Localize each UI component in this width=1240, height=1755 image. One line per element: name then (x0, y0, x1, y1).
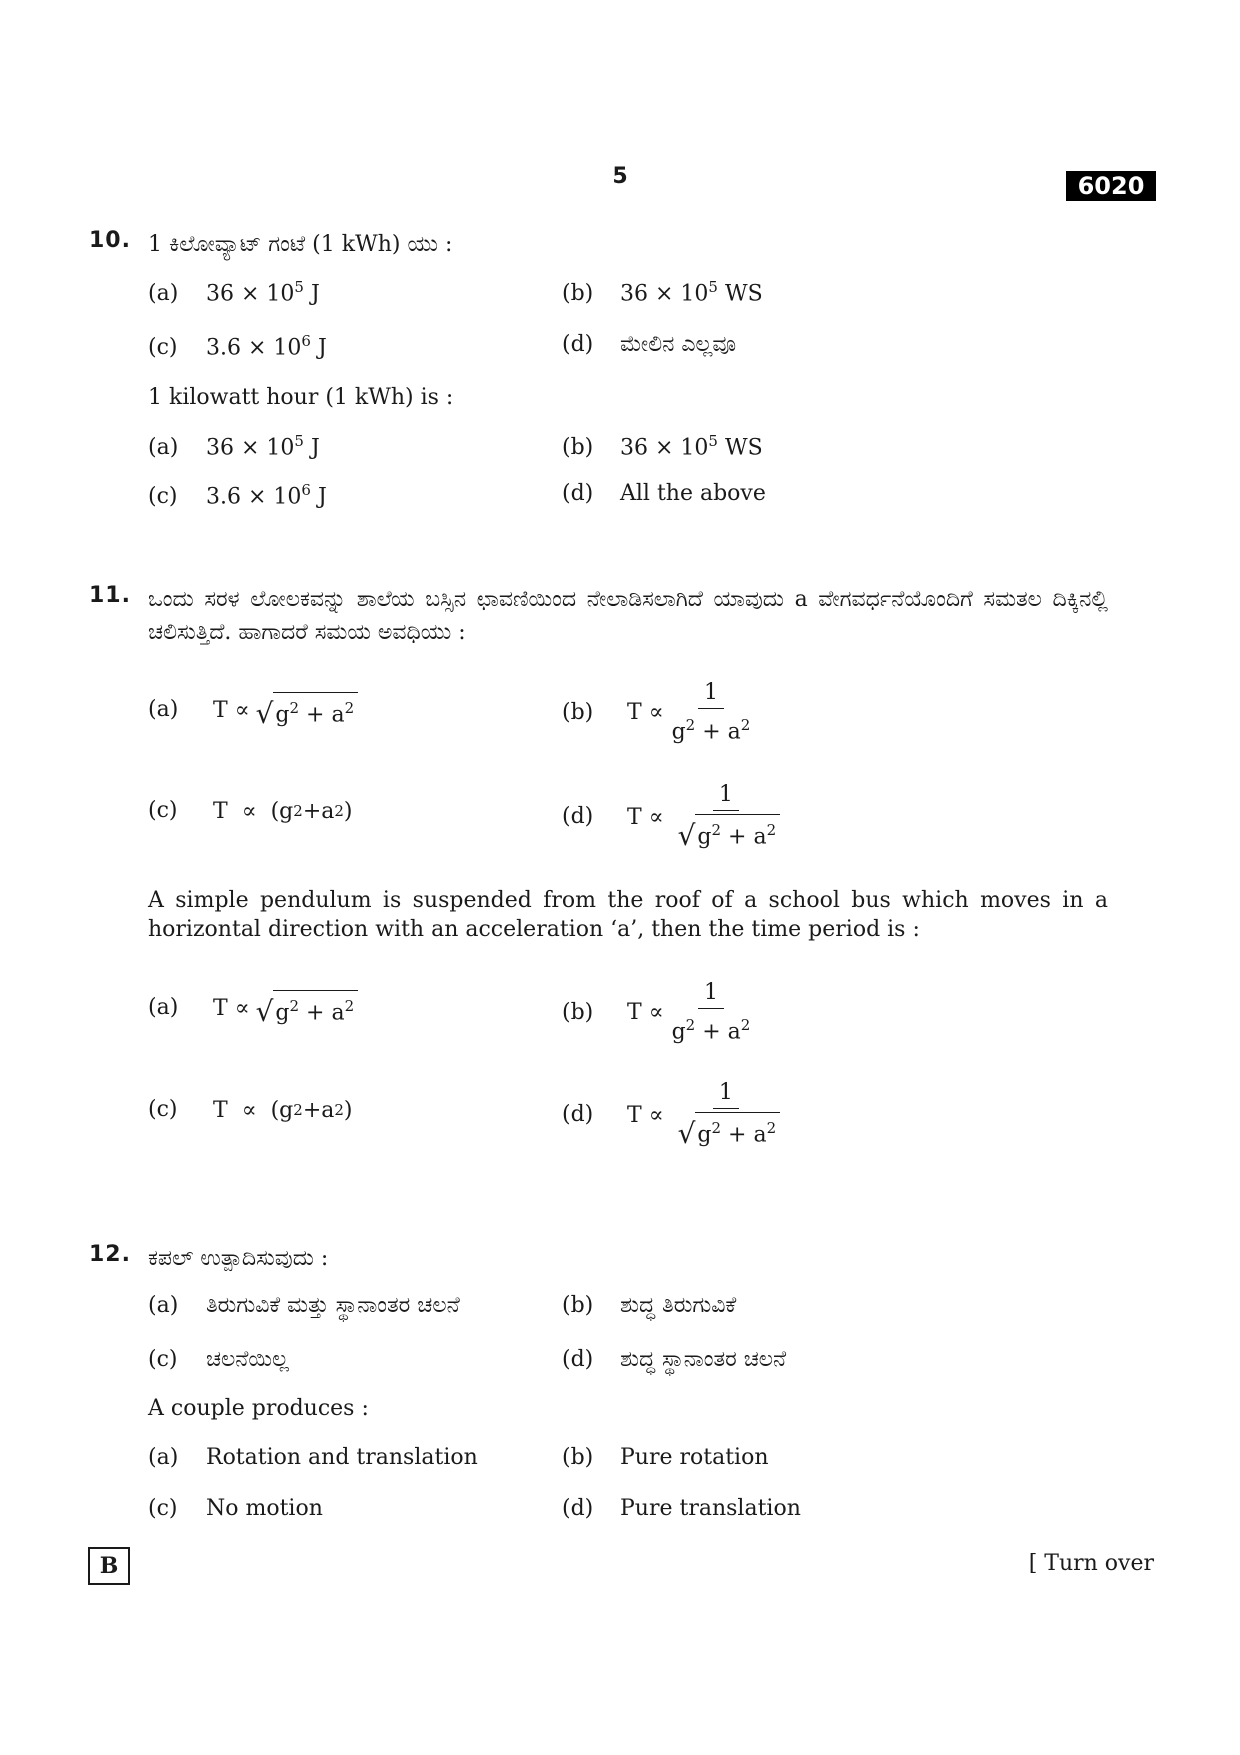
option-c-kannada (148, 332, 327, 360)
formula-sqrt-sum (213, 692, 358, 731)
paper-code-badge: 6020 (1066, 171, 1156, 201)
option-value: ಶುದ್ಧ ಸ್ಥಾನಾಂತರ ಚಲನೆ (620, 1347, 787, 1372)
option-a-english (148, 990, 358, 1029)
option-label: (d) (562, 1347, 594, 1372)
option-value: ಚಲನೆಯಿಲ್ಲ (206, 1347, 289, 1372)
option-label: (d) (562, 1102, 594, 1128)
exponent: 2 (289, 699, 300, 717)
symbol-a: a (321, 798, 335, 824)
symbol-g: g (275, 1000, 290, 1026)
option-value: 36 × 10 (620, 281, 709, 307)
formula-sum (213, 799, 353, 824)
fraction (672, 980, 751, 1045)
proportional-icon: ∝ (648, 804, 664, 830)
option-label: (d) (562, 804, 594, 830)
option-value: No motion (206, 1496, 323, 1521)
square-root (255, 692, 359, 731)
option-d-kannada (562, 332, 736, 357)
symbol-a: a (321, 1097, 335, 1123)
symbol-plus: + (695, 1019, 728, 1045)
symbol-plus: + (721, 824, 754, 850)
formula-sum (213, 1098, 353, 1123)
option-value: All the above (620, 481, 766, 506)
exponent: 5 (294, 278, 304, 296)
option-value: Pure translation (620, 1496, 801, 1521)
booklet-series-box: B (88, 1547, 130, 1585)
option-d-kannada (562, 782, 780, 852)
option-label: (a) (148, 281, 179, 307)
unit: J (303, 281, 320, 307)
question-text-kannada: 1 ಕಿಲೋವ್ಯಾಟ್ ಗಂಟೆ (1 kWh) ಯು : (148, 232, 453, 257)
option-value: 36 × 10 (206, 281, 295, 307)
option-d-kannada (562, 1347, 786, 1372)
symbol-g: g (279, 1097, 294, 1123)
question-text-english: A couple produces : (148, 1396, 369, 1421)
question-number: 10. (89, 228, 131, 253)
exponent: 5 (708, 432, 718, 450)
symbol-g: g (279, 798, 294, 824)
symbol-plus: + (302, 1097, 322, 1123)
question-text-english: A simple pendulum is suspended from the roof of a school bus which moves in a horizontal direction with an acceleration ‘a’, then the time period is : (148, 888, 1108, 942)
exponent: 2 (766, 821, 777, 839)
option-b-kannada (562, 1293, 736, 1318)
exponent: 6 (301, 332, 311, 350)
option-label: (a) (148, 435, 179, 461)
option-a-kannada (148, 278, 320, 306)
fraction (672, 680, 751, 745)
symbol-t: T (213, 995, 228, 1021)
symbol-g: g (671, 1019, 686, 1045)
exponent: 2 (740, 1016, 751, 1034)
option-b-english (562, 432, 763, 460)
symbol-t: T (627, 1000, 642, 1026)
question-number: 12. (89, 1242, 131, 1267)
exponent: 2 (711, 1119, 722, 1137)
proportional-icon: ∝ (648, 1000, 664, 1026)
exponent: 2 (711, 821, 722, 839)
question-text-kannada: ಕಪಲ್ ಉತ್ಪಾದಿಸುವುದು : (148, 1246, 329, 1271)
option-label: (b) (562, 435, 594, 461)
symbol-paren: ) (343, 798, 353, 824)
proportional-icon: ∝ (234, 697, 250, 723)
option-label: (a) (148, 697, 179, 723)
square-root (255, 990, 359, 1029)
symbol-a: a (331, 702, 345, 728)
option-label: (d) (562, 332, 594, 357)
option-value: 3.6 × 10 (206, 335, 302, 361)
option-c-english (148, 1097, 353, 1123)
option-label: (b) (562, 1445, 594, 1470)
option-b-kannada (562, 278, 763, 306)
square-root (677, 814, 781, 853)
denominator (672, 811, 781, 852)
symbol-t: T (627, 700, 642, 726)
symbol-g: g (697, 1122, 712, 1148)
option-c-kannada (148, 798, 353, 824)
exponent: 2 (685, 1016, 696, 1034)
option-b-english (562, 980, 750, 1045)
symbol-g: g (671, 719, 686, 745)
numerator: 1 (713, 782, 739, 811)
option-b-kannada (562, 680, 750, 745)
numerator: 1 (713, 1080, 739, 1109)
radical-icon: √ (677, 819, 696, 853)
option-value: ಶುದ್ಧ ತಿರುಗುವಿಕೆ (620, 1293, 737, 1318)
fraction (672, 1080, 781, 1150)
option-a-english (148, 1445, 478, 1470)
exponent: 2 (289, 997, 300, 1015)
symbol-a: a (727, 1019, 741, 1045)
option-c-english (148, 1496, 323, 1521)
option-d-english (562, 1496, 801, 1521)
formula-reciprocal-sum (627, 980, 750, 1045)
symbol-plus: + (721, 1122, 754, 1148)
option-a-kannada (148, 692, 358, 731)
exponent: 5 (294, 432, 304, 450)
symbol-t: T (213, 1097, 228, 1123)
symbol-plus: + (302, 798, 322, 824)
proportional-icon: ∝ (648, 700, 664, 726)
option-label: (c) (148, 1496, 178, 1521)
radicand (273, 990, 358, 1026)
square-root (677, 1112, 781, 1151)
option-value: 3.6 × 10 (206, 484, 302, 510)
symbol-t: T (627, 1102, 642, 1128)
option-label: (b) (562, 1293, 594, 1318)
exponent: 2 (293, 1101, 303, 1119)
option-label: (b) (562, 699, 594, 725)
page-number: 5 (612, 164, 628, 189)
option-value: Rotation and translation (206, 1445, 478, 1470)
option-b-english (562, 1445, 769, 1470)
unit: WS (717, 281, 763, 307)
proportional-icon: ∝ (234, 995, 250, 1021)
question-text-kannada: ಒಂದು ಸರಳ ಲೋಲಕವನ್ನು ಶಾಲೆಯ ಬಸ್ಸಿನ ಛಾವಣಿಯಿಂದ ನೇಲಾಡಿಸಲಾಗಿದೆ ಯಾವುದು a ವೇಗವರ್ಧನೆಯೊಂದಿಗೆ ಸಮತಲ ದಿಕ್ಕಿನಲ್ಲಿ ಚಲಿಸುತ್ತಿದೆ. ಹಾಗಾದರೆ ಸಮಯ ಅವಧಿಯು : (148, 587, 1108, 645)
unit: J (310, 335, 327, 361)
fraction (672, 782, 781, 852)
exponent: 2 (740, 716, 751, 734)
option-label: (a) (148, 1293, 179, 1318)
option-label: (b) (562, 281, 594, 307)
option-label: (c) (148, 484, 178, 510)
exponent: 2 (334, 802, 344, 820)
turn-over-note: [ Turn over (1028, 1551, 1154, 1576)
symbol-a: a (331, 1000, 345, 1026)
symbol-paren: ( (270, 798, 280, 824)
symbol-t: T (213, 697, 228, 723)
symbol-g: g (275, 702, 290, 728)
symbol-a: a (727, 719, 741, 745)
option-d-english (562, 1080, 780, 1150)
symbol-g: g (697, 824, 712, 850)
option-c-english (148, 481, 327, 509)
exponent: 5 (708, 278, 718, 296)
symbol-t: T (213, 798, 228, 824)
formula-sqrt-sum (213, 990, 358, 1029)
symbol-paren: ( (270, 1097, 280, 1123)
numerator: 1 (698, 980, 724, 1009)
option-value: 36 × 10 (206, 435, 295, 461)
radicand (695, 1112, 780, 1148)
symbol-plus: + (299, 1000, 332, 1026)
option-value: Pure rotation (620, 1445, 769, 1470)
unit: J (303, 435, 320, 461)
numerator: 1 (698, 680, 724, 709)
option-a-kannada (148, 1293, 460, 1318)
radical-icon: √ (255, 697, 274, 731)
exponent: 2 (344, 699, 355, 717)
symbol-t: T (627, 804, 642, 830)
symbol-plus: + (299, 702, 332, 728)
unit: WS (717, 435, 763, 461)
exponent: 2 (685, 716, 696, 734)
exponent: 6 (301, 481, 311, 499)
formula-reciprocal-sqrt (627, 782, 780, 852)
denominator (672, 1009, 751, 1045)
option-label: (d) (562, 1496, 594, 1521)
radicand (695, 814, 780, 850)
exponent: 2 (293, 802, 303, 820)
proportional-icon: ∝ (648, 1102, 664, 1128)
question-text-english: 1 kilowatt hour (1 kWh) is : (148, 385, 454, 410)
option-label: (d) (562, 481, 594, 506)
symbol-plus: + (695, 719, 728, 745)
option-value: ತಿರುಗುವಿಕೆ ಮತ್ತು ಸ್ಥಾನಾಂತರ ಚಲನೆ (206, 1293, 460, 1318)
option-a-english (148, 432, 320, 460)
radical-icon: √ (255, 995, 274, 1029)
option-value: 36 × 10 (620, 435, 709, 461)
question-number: 11. (89, 583, 131, 608)
option-label: (c) (148, 335, 178, 361)
option-c-kannada (148, 1347, 289, 1372)
unit: J (310, 484, 327, 510)
exponent: 2 (344, 997, 355, 1015)
option-label: (a) (148, 995, 179, 1021)
formula-reciprocal-sqrt (627, 1080, 780, 1150)
exponent: 2 (334, 1101, 344, 1119)
symbol-paren: ) (343, 1097, 353, 1123)
option-label: (c) (148, 798, 178, 823)
option-label: (a) (148, 1445, 179, 1470)
denominator (672, 1109, 781, 1150)
option-label: (b) (562, 999, 594, 1025)
proportional-icon: ∝ (241, 798, 257, 824)
symbol-a: a (753, 824, 767, 850)
symbol-a: a (753, 1122, 767, 1148)
proportional-icon: ∝ (241, 1097, 257, 1123)
formula-reciprocal-sum (627, 680, 750, 745)
exponent: 2 (766, 1119, 777, 1137)
option-label: (c) (148, 1347, 178, 1372)
radical-icon: √ (677, 1117, 696, 1151)
denominator (672, 709, 751, 745)
option-value: ಮೇಲಿನ ಎಲ್ಲವೂ (620, 332, 737, 357)
radicand (273, 692, 358, 728)
option-label: (c) (148, 1097, 178, 1122)
option-d-english (562, 481, 766, 506)
